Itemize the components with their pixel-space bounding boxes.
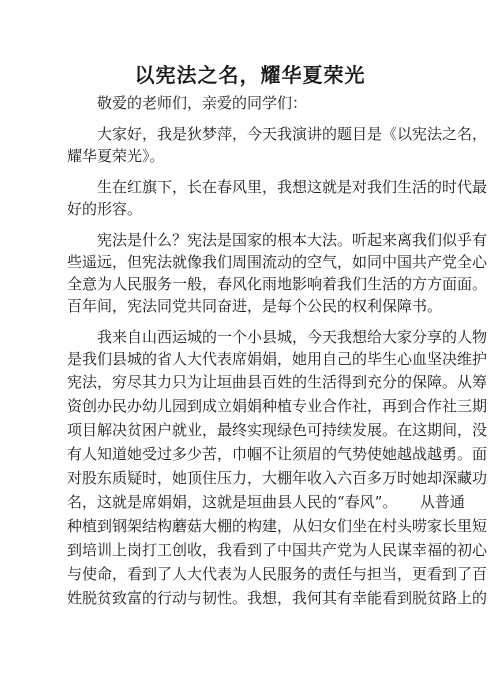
paragraph-line: 有人知道她受过多少苦，巾帼不让须眉的气势使她越战越勇。面 — [67, 445, 488, 463]
paragraph-line: 大家好，我是狄梦萍，今天我演讲的题目是《以宪法之名， — [97, 125, 488, 143]
paragraph-line: 对股东质疑时，她顶住压力，大棚年收入六百多万时她却深藏功 — [67, 469, 488, 487]
paragraph-line: 到培训上岗打工创收，我看到了中国共产党为人民谋幸福的初心 — [67, 541, 488, 559]
paragraph-line: 耀华夏荣光》。 — [67, 147, 165, 165]
paragraph-line: 宪法，穷尽其力只为让垣曲县百姓的生活得到充分的保障。从筹 — [67, 373, 488, 391]
paragraph-line: 我来自山西运城的一个小县城，今天我想给大家分享的人物 — [97, 328, 488, 346]
paragraph-line: 生在红旗下，长在春风里，我想这就是对我们生活的时代最 — [97, 178, 488, 196]
paragraph-line: 些遥远，但宪法就像我们周围流动的空气，如同中国共产党全心 — [67, 253, 488, 271]
paragraph-line: 百年间，宪法同党共同奋进，是每个公民的权利保障书。 — [67, 297, 443, 315]
document-title: 以宪法之名，耀华夏荣光 — [134, 63, 366, 87]
salutation-line: 敬爱的老师们，亲爱的同学们： — [97, 94, 308, 112]
paragraph-line: 好的形容。 — [67, 200, 143, 218]
paragraph-line: 是我们县城的省人大代表席娟娟，她用自己的毕生心血坚决维护 — [67, 350, 488, 368]
paragraph-line: 资创办民办幼儿园到成立娟娟种植专业合作社，再到合作社三期 — [67, 397, 488, 415]
paragraph-line: 种植到钢架结构蘑菇大棚的构建，从妇女们坐在村头唠家长里短 — [67, 517, 488, 535]
paragraph-line: 与使命，看到了人大代表为人民服务的责任与担当，更看到了百 — [67, 565, 488, 583]
paragraph-line: 宪法是什么？宪法是国家的根本大法。听起来离我们似乎有 — [97, 231, 488, 249]
paragraph-line: 姓脱贫致富的行动与韧性。我想，我何其有幸能看到脱贫路上的 — [67, 589, 488, 607]
paragraph-line: 项目解决贫困户就业，最终实现绿色可持续发展。在这期间，没 — [67, 421, 488, 439]
paragraph-line: 名，这就是席娟娟，这就是垣曲县人民的“春风”。 从普通 — [67, 493, 465, 511]
paragraph-line: 全意为人民服务一般，春风化雨地影响着我们生活的方方面面。 — [67, 275, 488, 293]
